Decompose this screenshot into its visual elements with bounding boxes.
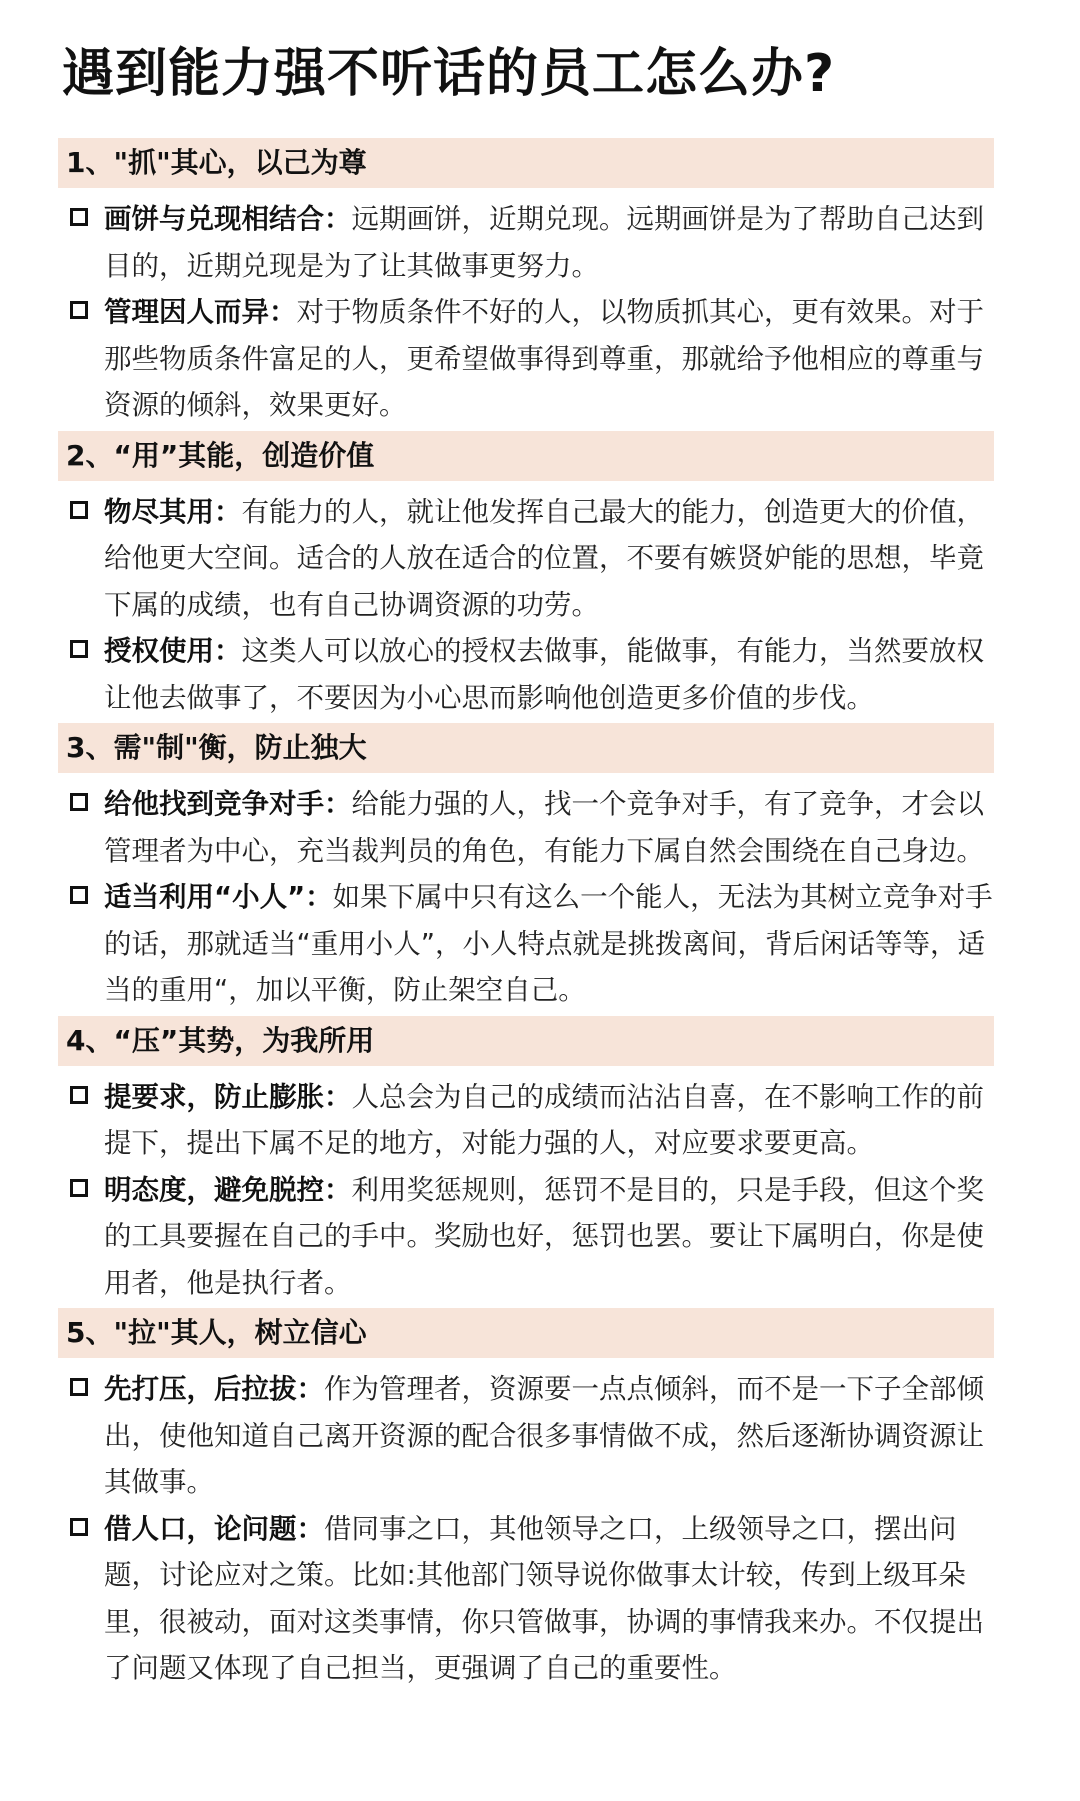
checkbox-icon	[70, 501, 88, 519]
checkbox-icon	[70, 886, 88, 904]
checkbox-icon	[70, 640, 88, 658]
list-item	[62, 289, 994, 429]
section-header: 5、"拉"其人，树立信心	[58, 1308, 994, 1358]
item-text: 有能力的人，就让他发挥自己最大的能力，创造更大的价值，给他更大空间。适合的人放在适合的位置，不要有嫉贤妒能的思想，毕竟下属的成绩，也有自己协调资源的功劳。	[104, 495, 984, 621]
item-text: 借同事之口，其他领导之口，上级领导之口，摆出问题，讨论应对之策。比如:其他部门领导说你做事太计较，传到上级耳朵里，很被动，面对这类事情，你只管做事，协调的事情我来办。不仅提出了问题又体现了自己担当，更强调了自己的重要性。	[104, 1512, 984, 1684]
list-item	[62, 1506, 994, 1692]
item-term: 画饼与兑现相结合：	[104, 203, 352, 235]
checkbox-icon	[70, 301, 88, 319]
list-item	[62, 1167, 994, 1307]
checkbox-icon	[70, 793, 88, 811]
section-2	[62, 431, 994, 722]
section-3	[62, 723, 994, 1014]
list-item	[62, 489, 994, 629]
list-item	[62, 1366, 994, 1506]
item-term: 授权使用：	[104, 635, 242, 667]
item-text: 人总会为自己的成绩而沾沾自喜，在不影响工作的前提下，提出下属不足的地方，对能力强的人，对应要求要更高。	[104, 1080, 984, 1159]
section-header: 2、“用”其能，创造价值	[58, 431, 994, 481]
item-text: 对于物质条件不好的人，以物质抓其心，更有效果。对于那些物质条件富足的人，更希望做事得到尊重，那就给予他相应的尊重与资源的倾斜，效果更好。	[104, 296, 984, 421]
item-text: 利用奖惩规则，惩罚不是目的，只是手段，但这个奖的工具要握在自己的手中。奖励也好，惩罚也罢。要让下属明白，你是使用者，他是执行者。	[104, 1173, 984, 1299]
section-header: 1、"抓"其心，以己为尊	[58, 138, 994, 188]
checkbox-icon	[70, 1518, 88, 1536]
item-term: 明态度，避免脱控：	[104, 1173, 352, 1206]
list-item	[62, 628, 994, 721]
item-term: 适当利用“小人”：	[104, 881, 333, 913]
section-5	[62, 1308, 994, 1692]
item-term: 管理因人而异：	[104, 296, 297, 328]
item-text: 这类人可以放心的授权去做事，能做事，有能力，当然要放权让他去做事了，不要因为小心思而影响他创造更多价值的步伐。	[104, 635, 984, 714]
list-item	[62, 1074, 994, 1167]
item-text: 作为管理者，资源要一点点倾斜，而不是一下子全部倾出，使他知道自己离开资源的配合很多事情做不成，然后逐渐协调资源让其做事。	[104, 1373, 984, 1498]
item-term: 提要求，防止膨胀：	[104, 1080, 352, 1113]
item-term: 借人口，论问题：	[104, 1512, 324, 1545]
item-text: 如果下属中只有这么一个能人，无法为其树立竞争对手的话，那就适当“重用小人”，小人特点就是挑拨离间，背后闲话等等，适当的重用“，加以平衡，防止架空自己。	[104, 881, 993, 1006]
list-item	[62, 196, 994, 289]
item-text: 远期画饼，近期兑现。远期画饼是为了帮助自己达到目的，近期兑现是为了让其做事更努力。	[104, 203, 984, 282]
checkbox-icon	[70, 1179, 88, 1197]
checkbox-icon	[70, 1378, 88, 1396]
section-4	[62, 1016, 994, 1307]
item-term: 给他找到竞争对手：	[104, 788, 352, 820]
item-text: 给能力强的人，找一个竞争对手，有了竞争，才会以管理者为中心，充当裁判员的角色，有能力下属自然会围绕在自己身边。	[104, 788, 984, 867]
item-term: 物尽其用：	[104, 495, 242, 528]
section-header: 3、需"制"衡，防止独大	[58, 723, 994, 773]
section-header: 4、“压”其势，为我所用	[58, 1016, 994, 1066]
section-1	[62, 138, 994, 429]
page-title: 遇到能力强不听话的员工怎么办?	[62, 44, 836, 104]
item-term: 先打压，后拉拔：	[104, 1373, 324, 1405]
list-item	[62, 874, 994, 1014]
list-item	[62, 781, 994, 874]
checkbox-icon	[70, 208, 88, 226]
checkbox-icon	[70, 1086, 88, 1104]
